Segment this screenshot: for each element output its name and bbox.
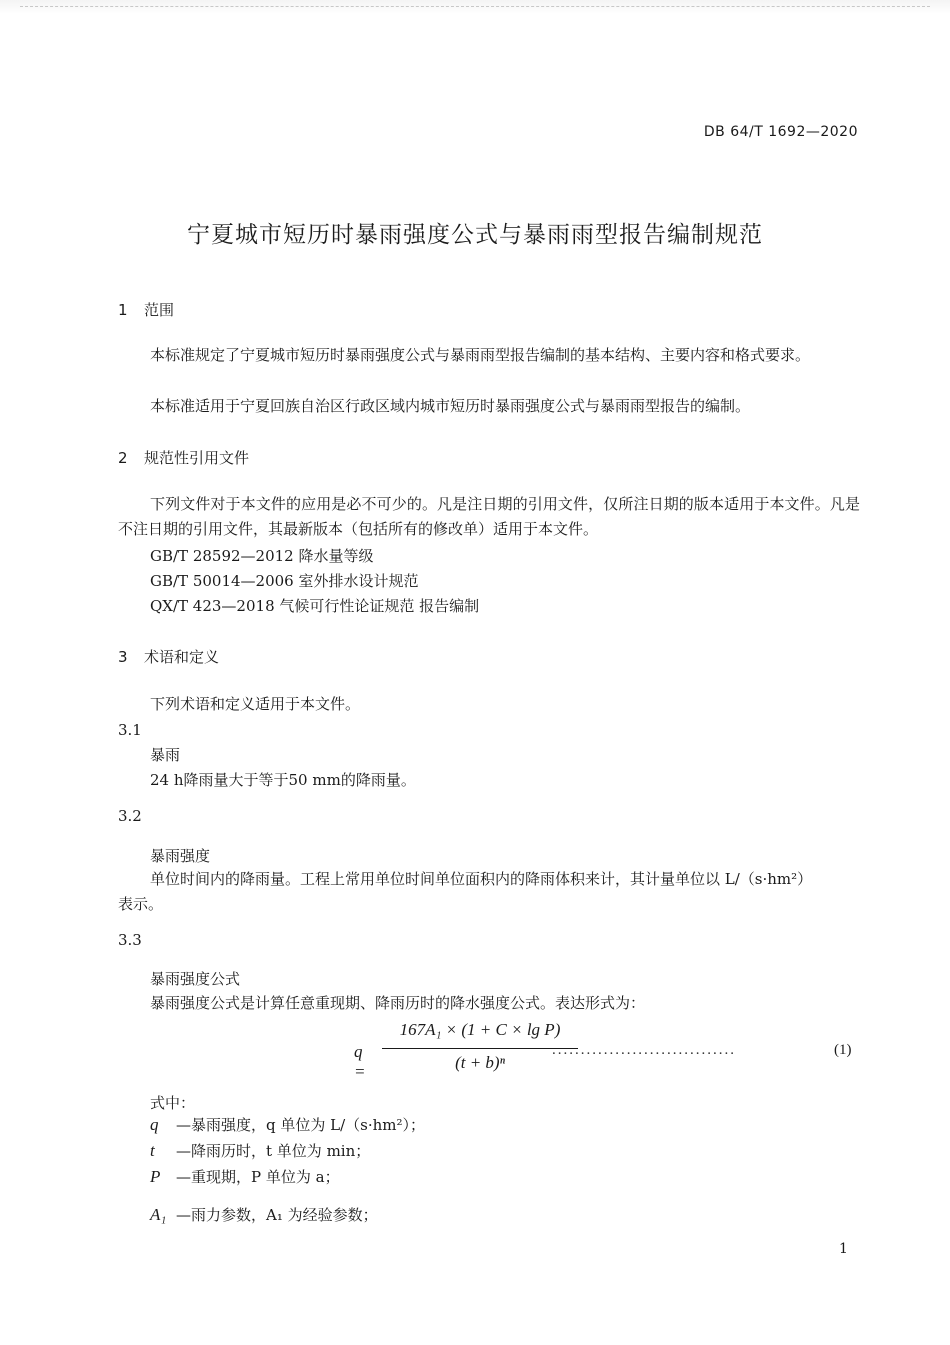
section-number: 3: [118, 648, 128, 666]
standard-number: DB 64/T 1692—2020: [703, 124, 858, 140]
section-number: 2: [118, 449, 128, 467]
symbol: t: [150, 1141, 155, 1160]
term-name: 暴雨强度公式: [150, 970, 241, 988]
term-definition: 24 h降雨量大于等于50 mm的降雨量。: [150, 771, 416, 789]
document-title: 宁夏城市短历时暴雨强度公式与暴雨雨型报告编制规范: [187, 222, 763, 248]
reference-item: GB/T 50014—2006 室外排水设计规范: [150, 572, 419, 590]
section-1-paragraph-2: 本标准适用于宁夏回族自治区行政区域内城市短历时暴雨强度公式与暴雨雨型报告的编制。: [150, 397, 751, 415]
section-title: 范围: [144, 301, 175, 319]
section-number: 1: [118, 301, 128, 319]
section-2-paragraph-1: 下列文件对于本文件的应用是必不可少的。凡是注日期的引用文件，仅所注日期的版本适用于本文件。凡是不注日期的引用文件，其最新版本（包括所有的修改单）适用于本文件。: [118, 495, 860, 538]
where-label: 式中：: [150, 1094, 196, 1112]
term-name: 暴雨强度: [150, 847, 211, 865]
symbol-definition: [150, 1204, 378, 1225]
section-1-paragraph-1: 本标准规定了宁夏城市短历时暴雨强度公式与暴雨雨型报告编制的基本结构、主要内容和格式要求。: [150, 346, 811, 364]
term-number: 3.2: [118, 807, 142, 825]
page-number: 1: [839, 1241, 848, 1257]
term-definition: 暴雨强度公式是计算任意重现期、降雨历时的降水强度公式。表达形式为：: [150, 994, 646, 1012]
formula-numerator: 167A₁ × (1 + C × lg P): [399, 1020, 561, 1039]
symbol-description: —降雨历时，t 单位为 min；: [176, 1142, 371, 1160]
fraction-bar: [382, 1048, 578, 1049]
formula-lhs: q =: [354, 1042, 366, 1081]
term-number: 3.1: [118, 721, 142, 739]
symbol-description: —雨力参数，A₁ 为经验参数；: [176, 1206, 378, 1224]
term-name: 暴雨: [150, 746, 181, 764]
scan-artifact-line: [20, 6, 930, 7]
symbol-definition: [150, 1140, 370, 1161]
formula-denominator: (t + b)ⁿ: [455, 1053, 505, 1072]
symbol: A₁: [150, 1205, 167, 1224]
section-2-heading: [118, 447, 249, 468]
symbol-description: —重现期，P 单位为 a；: [176, 1168, 340, 1186]
section-title: 术语和定义: [144, 648, 220, 666]
symbol: q: [150, 1115, 159, 1134]
symbol-definition: [150, 1166, 340, 1187]
section-3-heading: [118, 646, 219, 667]
term-definition-continued: 表示。: [118, 895, 164, 913]
section-title: 规范性引用文件: [144, 449, 250, 467]
leader-dots: ................................: [552, 1042, 736, 1058]
section-1-heading: [118, 299, 174, 320]
reference-item: QX/T 423—2018 气候可行性论证规范 报告编制: [150, 597, 480, 615]
symbol: P: [150, 1167, 161, 1186]
scan-top-edge: [0, 0, 950, 14]
symbol-definition: [150, 1114, 425, 1135]
symbol-description: —暴雨强度，q 单位为 L/（s·hm²）；: [176, 1116, 426, 1134]
section-3-intro: 下列术语和定义适用于本文件。: [150, 695, 361, 713]
equation-number: (1): [834, 1042, 852, 1058]
term-definition: 单位时间内的降雨量。工程上常用单位时间单位面积内的降雨体积来计，其计量单位以 L/（s·hm²）: [150, 870, 813, 888]
term-number: 3.3: [118, 931, 142, 949]
formula-fraction: [382, 1020, 578, 1073]
reference-item: GB/T 28592—2012 降水量等级: [150, 547, 374, 565]
